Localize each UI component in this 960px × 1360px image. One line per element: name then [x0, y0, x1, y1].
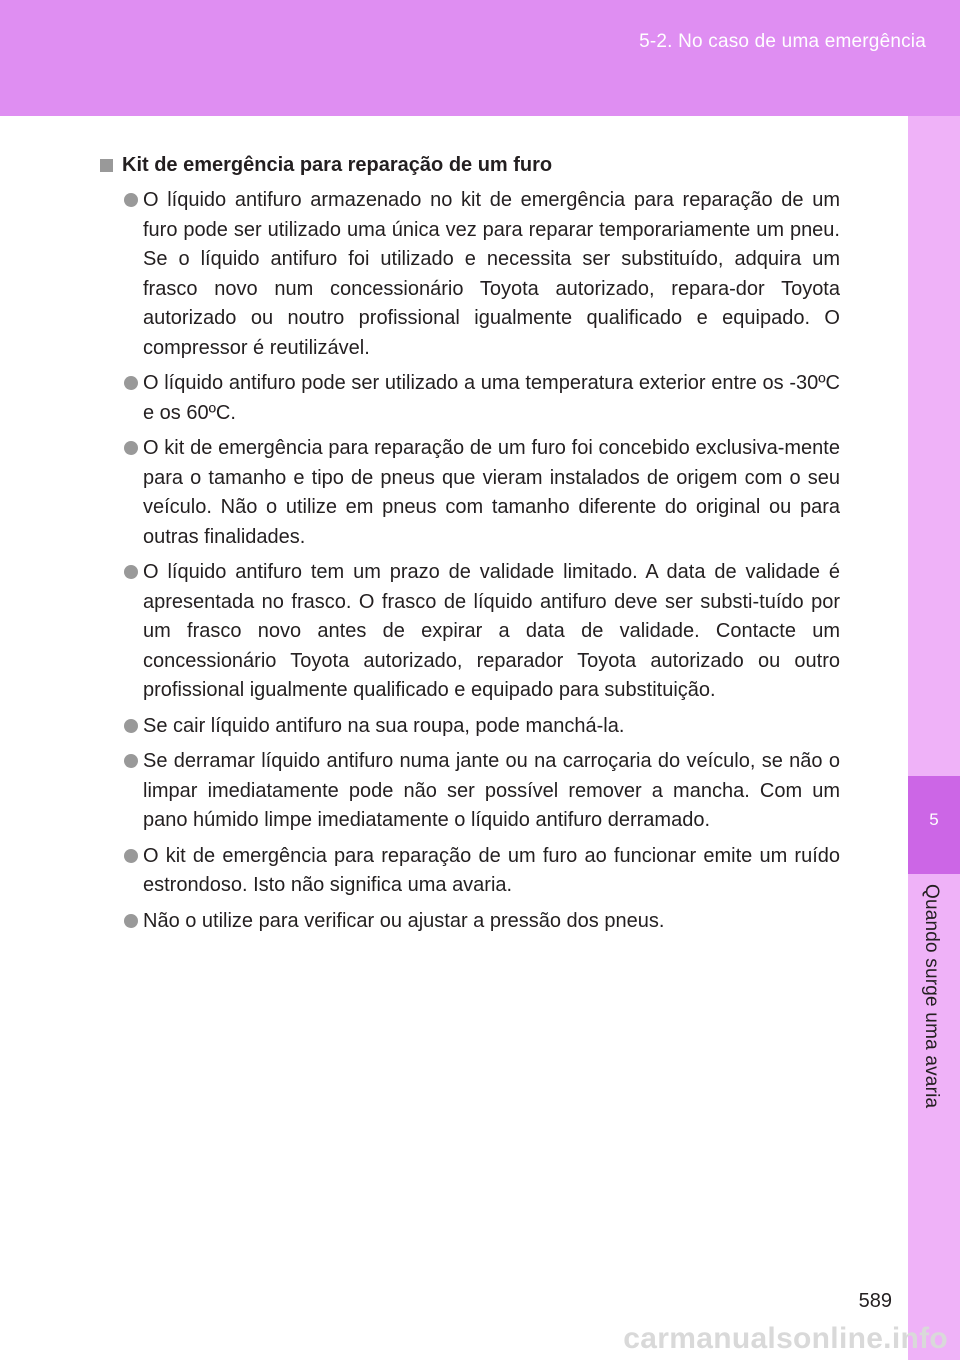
list-item [100, 907, 840, 937]
square-bullet-icon [100, 159, 113, 172]
watermark: carmanualsonline.info [623, 1322, 948, 1355]
round-bullet-icon [124, 376, 138, 390]
round-bullet-icon [124, 849, 138, 863]
list-item-text: O líquido antifuro armazenado no kit de emergência para reparação de um furo pode ser utilizado uma única vez para reparar temporariamente um pneu. Se o líquido antifuro foi utilizado e necessita ser substituído, adquira um frasco novo num concessionário Toyota autorizado, repara-dor Toyota autorizado ou noutro profissional igualmente qualificado e equipado. O compressor é reutilizável. [143, 189, 840, 359]
list-item [100, 558, 840, 706]
list-item-text: Não o utilize para verificar ou ajustar a pressão dos pneus. [143, 909, 665, 932]
section-heading [100, 148, 840, 182]
round-bullet-icon [124, 719, 138, 733]
header-band [0, 0, 960, 116]
list-item [100, 747, 840, 836]
list-item [100, 842, 840, 901]
list-item-text: O kit de emergência para reparação de um furo ao funcionar emite um ruído estrondoso. Isto não significa uma avaria. [143, 844, 840, 896]
list-item [100, 186, 840, 363]
side-tab-number: 5 [929, 810, 939, 829]
list-item-text: O líquido antifuro tem um prazo de validade limitado. A data de validade é apresentada no frasco. O frasco de líquido antifuro deve ser substi-tuído por um frasco novo antes de expirar a data de validade. Contacte um concessionário Toyota autorizado, reparador Toyota autorizado ou outro profissional igualmente qualificado e equipado para substituição. [143, 561, 840, 701]
list-item [100, 434, 840, 552]
list-item [100, 712, 840, 742]
list-item-text: Se cair líquido antifuro na sua roupa, pode manchá-la. [143, 714, 625, 737]
list-item-text: O kit de emergência para reparação de um furo foi concebido exclusiva-mente para o tamanho e tipo de pneus que vieram instalados de origem com o seu veículo. Não o utilize em pneus com tamanho diferente do original ou para outras finalidades. [143, 437, 840, 548]
side-tab-label: Quando surge uma avaria [921, 884, 942, 1109]
round-bullet-icon [124, 193, 138, 207]
side-tab [908, 116, 960, 1360]
list-item [100, 369, 840, 428]
section-heading-text: Kit de emergência para reparação de um furo [122, 154, 553, 176]
main-content [100, 148, 840, 942]
list-item-text: Se derramar líquido antifuro numa jante ou na carroçaria do veículo, se não o limpar imediatamente pode não ser possível remover a mancha. Com um pano húmido limpe imediatamente o líquido antifuro derramado. [143, 750, 840, 831]
chapter-header-title: 5-2. No caso de uma emergência [639, 31, 926, 52]
round-bullet-icon [124, 754, 138, 768]
page-number: 589 [858, 1290, 892, 1312]
bullet-list [100, 186, 840, 936]
round-bullet-icon [124, 565, 138, 579]
round-bullet-icon [124, 914, 138, 928]
round-bullet-icon [124, 441, 138, 455]
list-item-text: O líquido antifuro pode ser utilizado a uma temperatura exterior entre os -30ºC e os 60ºC. [143, 372, 840, 424]
